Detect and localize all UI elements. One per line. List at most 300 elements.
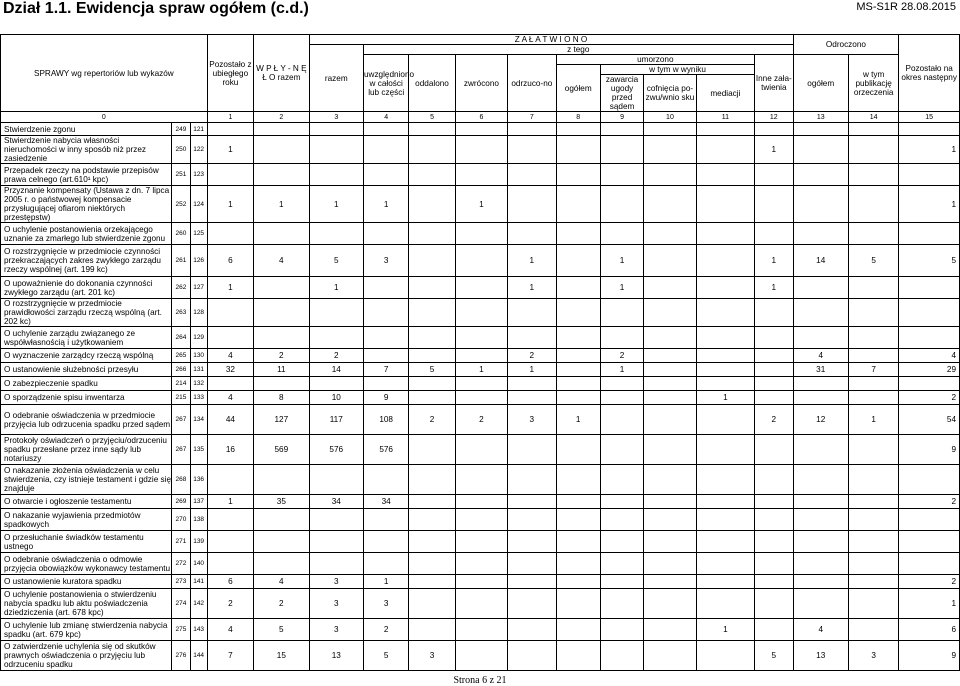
value-cell	[600, 575, 643, 589]
value-cell: 3	[409, 641, 455, 671]
position-number: 136	[190, 465, 207, 495]
repertory-number: 272	[172, 553, 190, 575]
value-cell	[207, 164, 253, 186]
value-cell	[363, 349, 408, 363]
column-number: 15	[899, 112, 960, 123]
position-number: 139	[190, 531, 207, 553]
row-label: O rozstrzygnięcie w przedmiocie czynności przekraczających zakres zwykłego zarządu rzeczy wspólnej (art. 199 kc)	[1, 245, 172, 277]
table-row	[1, 123, 960, 136]
value-cell: 5	[363, 641, 408, 671]
value-cell	[508, 589, 556, 619]
value-cell: 1	[455, 363, 507, 377]
value-cell	[508, 377, 556, 391]
value-cell	[455, 465, 507, 495]
repertory-number: 267	[172, 435, 190, 465]
value-cell: 117	[309, 405, 363, 435]
value-cell	[600, 164, 643, 186]
value-cell	[848, 575, 898, 589]
value-cell: 6	[207, 245, 253, 277]
value-cell	[696, 123, 754, 136]
value-cell	[508, 553, 556, 575]
value-cell	[363, 531, 408, 553]
value-cell	[848, 619, 898, 641]
row-label: Przepadek rzeczy na podstawie przepisów prawa celnego (art.610¹ kpc)	[1, 164, 172, 186]
value-cell	[207, 123, 253, 136]
value-cell	[508, 299, 556, 327]
value-cell: 4	[254, 245, 309, 277]
value-cell	[696, 327, 754, 349]
value-cell	[455, 553, 507, 575]
value-cell	[644, 123, 696, 136]
value-cell	[600, 136, 643, 164]
value-cell	[644, 245, 696, 277]
value-cell	[644, 495, 696, 509]
form-code: MS-S1R 28.08.2015	[856, 1, 956, 13]
value-cell	[755, 327, 793, 349]
value-cell	[848, 299, 898, 327]
value-cell	[556, 619, 600, 641]
value-cell: 3	[363, 245, 408, 277]
value-cell: 4	[207, 391, 253, 405]
value-cell	[644, 327, 696, 349]
value-cell	[363, 164, 408, 186]
row-label: O wyznaczenie zarządcy rzeczą wspólną	[1, 349, 172, 363]
value-cell: 3	[363, 589, 408, 619]
column-number: 8	[556, 112, 600, 123]
value-cell: 1	[755, 245, 793, 277]
value-cell: 2	[309, 349, 363, 363]
table-row	[1, 164, 960, 186]
column-number: 4	[363, 112, 408, 123]
value-cell	[600, 327, 643, 349]
value-cell	[556, 327, 600, 349]
value-cell: 1	[696, 619, 754, 641]
position-number: 142	[190, 589, 207, 619]
value-cell	[899, 277, 960, 299]
value-cell: 5	[254, 619, 309, 641]
value-cell	[207, 223, 253, 245]
repertory-number: 275	[172, 619, 190, 641]
column-number: 2	[254, 112, 309, 123]
value-cell: 1	[309, 277, 363, 299]
value-cell	[556, 363, 600, 377]
header-sprawy: SPRAWY wg repertoriów lub wykazów	[1, 35, 208, 112]
value-cell	[644, 363, 696, 377]
repertory-number: 262	[172, 277, 190, 299]
value-cell	[508, 531, 556, 553]
value-cell	[644, 377, 696, 391]
header-odr-ogolem: ogółem	[793, 55, 848, 112]
value-cell	[848, 164, 898, 186]
value-cell	[508, 465, 556, 495]
row-label: Protokoły oświadczeń o przyjęciu/odrzuceniu spadku przesłane przez inne sądy lub notariuszy	[1, 435, 172, 465]
repertory-number: 249	[172, 123, 190, 136]
value-cell	[207, 553, 253, 575]
value-cell: 4	[207, 349, 253, 363]
repertory-number: 214	[172, 377, 190, 391]
value-cell	[644, 136, 696, 164]
row-label: O nakazanie złożenia oświadczenia w celu stwierdzenia, czy istnieje testament i gdzie się znajduje	[1, 465, 172, 495]
value-cell	[556, 435, 600, 465]
value-cell	[363, 277, 408, 299]
repertory-number: 270	[172, 509, 190, 531]
value-cell: 127	[254, 405, 309, 435]
value-cell	[755, 223, 793, 245]
value-cell	[409, 391, 455, 405]
value-cell: 4	[793, 619, 848, 641]
row-label: O ustanowienie kuratora spadku	[1, 575, 172, 589]
value-cell	[793, 531, 848, 553]
value-cell	[600, 619, 643, 641]
value-cell: 1	[207, 136, 253, 164]
value-cell: 1	[508, 277, 556, 299]
value-cell: 31	[793, 363, 848, 377]
value-cell	[696, 641, 754, 671]
repertory-number: 268	[172, 465, 190, 495]
value-cell	[409, 495, 455, 509]
value-cell	[309, 553, 363, 575]
table-row	[1, 575, 960, 589]
value-cell	[455, 575, 507, 589]
value-cell	[696, 245, 754, 277]
value-cell	[309, 377, 363, 391]
value-cell	[644, 531, 696, 553]
row-label: Przyznanie kompensaty (Ustawa z dn. 7 lipca 2005 r. o państwowej kompensacie przysługującej ofiarom niektórych przestępstw)	[1, 186, 172, 223]
repertory-number: 265	[172, 349, 190, 363]
value-cell	[696, 277, 754, 299]
page-footer: Strona 6 z 21	[453, 675, 507, 686]
value-cell: 5	[755, 641, 793, 671]
position-number: 143	[190, 619, 207, 641]
value-cell: 1	[508, 363, 556, 377]
header-mediacji: mediacji	[696, 75, 754, 112]
repertory-number: 261	[172, 245, 190, 277]
value-cell	[508, 136, 556, 164]
value-cell: 5	[309, 245, 363, 277]
value-cell	[207, 465, 253, 495]
value-cell	[309, 164, 363, 186]
table-row	[1, 619, 960, 641]
value-cell	[644, 405, 696, 435]
row-label: O uchylenie postanowienia o stwierdzeniu nabycia spadku lub aktu poświadczenia dziedziczenia (art. 678 kpc)	[1, 589, 172, 619]
value-cell	[793, 327, 848, 349]
row-label: O upoważnienie do dokonania czynności zwykłego zarządu (art. 201 kc)	[1, 277, 172, 299]
value-cell	[409, 377, 455, 391]
row-label: O nakazanie wyjawienia przedmiotów spadkowych	[1, 509, 172, 531]
row-label: O odebranie oświadczenia o odmowie przyjęcia obowiązków wykonawcy testamentu	[1, 553, 172, 575]
value-cell	[508, 223, 556, 245]
value-cell	[455, 531, 507, 553]
value-cell	[409, 186, 455, 223]
value-cell	[696, 589, 754, 619]
value-cell	[508, 641, 556, 671]
table-row	[1, 349, 960, 363]
value-cell	[848, 277, 898, 299]
value-cell	[793, 377, 848, 391]
value-cell	[455, 349, 507, 363]
value-cell	[848, 223, 898, 245]
value-cell: 576	[363, 435, 408, 465]
header-wplynelo: W P Ł Y - N Ę Ł O razem	[254, 35, 309, 112]
repertory-number: 215	[172, 391, 190, 405]
value-cell	[455, 495, 507, 509]
value-cell	[508, 327, 556, 349]
value-cell	[254, 164, 309, 186]
position-number: 141	[190, 575, 207, 589]
table-row	[1, 589, 960, 619]
value-cell: 12	[793, 405, 848, 435]
header-ogolem: ogółem	[556, 65, 600, 112]
value-cell	[600, 186, 643, 223]
position-number: 122	[190, 136, 207, 164]
value-cell	[556, 495, 600, 509]
value-cell: 3	[309, 575, 363, 589]
value-cell	[409, 509, 455, 531]
value-cell: 7	[363, 363, 408, 377]
row-label: O uchylenie zarządu związanego ze współwłasnością i użytkowaniem	[1, 327, 172, 349]
header-pozostalo-na: Pozostało na okres następny	[899, 35, 960, 112]
value-cell	[363, 123, 408, 136]
value-cell	[556, 123, 600, 136]
value-cell	[409, 299, 455, 327]
value-cell	[455, 619, 507, 641]
value-cell: 1	[600, 245, 643, 277]
value-cell	[793, 553, 848, 575]
value-cell: 1	[309, 186, 363, 223]
value-cell: 2	[207, 589, 253, 619]
position-number: 137	[190, 495, 207, 509]
value-cell	[363, 377, 408, 391]
value-cell	[600, 299, 643, 327]
header-w-tym-publikacje: w tym publikację orzeczenia	[848, 55, 898, 112]
table-row	[1, 245, 960, 277]
value-cell	[556, 349, 600, 363]
value-cell	[696, 553, 754, 575]
value-cell: 34	[363, 495, 408, 509]
value-cell	[309, 136, 363, 164]
header-uwzgledniono: uwzględniono w całości lub części	[363, 55, 408, 112]
value-cell	[556, 223, 600, 245]
header-odrzucono: odrzuco-no	[508, 55, 556, 112]
value-cell	[755, 164, 793, 186]
value-cell	[363, 136, 408, 164]
column-number: 9	[600, 112, 643, 123]
value-cell	[848, 465, 898, 495]
value-cell: 34	[309, 495, 363, 509]
value-cell: 32	[207, 363, 253, 377]
value-cell: 35	[254, 495, 309, 509]
value-cell	[455, 377, 507, 391]
value-cell: 54	[899, 405, 960, 435]
position-number: 132	[190, 377, 207, 391]
value-cell	[793, 123, 848, 136]
value-cell	[409, 531, 455, 553]
value-cell: 11	[254, 363, 309, 377]
value-cell	[556, 553, 600, 575]
value-cell	[696, 136, 754, 164]
header-zalatwiono: Z A Ł A T W I O N O	[309, 35, 793, 45]
value-cell: 1	[207, 277, 253, 299]
value-cell	[409, 245, 455, 277]
value-cell	[644, 299, 696, 327]
value-cell	[848, 391, 898, 405]
value-cell	[556, 641, 600, 671]
value-cell	[644, 186, 696, 223]
value-cell: 15	[254, 641, 309, 671]
repertory-number: 252	[172, 186, 190, 223]
value-cell	[254, 277, 309, 299]
value-cell	[755, 349, 793, 363]
value-cell	[755, 123, 793, 136]
value-cell	[899, 531, 960, 553]
table-row	[1, 465, 960, 495]
value-cell	[409, 136, 455, 164]
value-cell: 2	[409, 405, 455, 435]
value-cell	[455, 245, 507, 277]
value-cell	[409, 223, 455, 245]
table-row	[1, 327, 960, 349]
value-cell: 4	[254, 575, 309, 589]
value-cell	[755, 186, 793, 223]
value-cell	[600, 377, 643, 391]
value-cell	[899, 299, 960, 327]
value-cell	[455, 277, 507, 299]
value-cell	[600, 405, 643, 435]
value-cell	[309, 509, 363, 531]
column-number: 1	[207, 112, 253, 123]
value-cell	[644, 553, 696, 575]
value-cell	[755, 531, 793, 553]
row-label: O rozstrzygnięcie w przedmiocie prawidłowości zarządu rzeczą wspólną (art. 202 kc)	[1, 299, 172, 327]
value-cell: 29	[899, 363, 960, 377]
value-cell	[363, 299, 408, 327]
value-cell	[755, 299, 793, 327]
row-label: O uchylenie postanowienia orzekającego uznanie za zmarłego lub stwierdzenie zgonu	[1, 223, 172, 245]
value-cell: 1	[899, 186, 960, 223]
value-cell	[455, 299, 507, 327]
value-cell	[696, 299, 754, 327]
value-cell: 3	[309, 619, 363, 641]
value-cell	[793, 465, 848, 495]
value-cell	[556, 164, 600, 186]
value-cell: 1	[254, 186, 309, 223]
value-cell	[644, 641, 696, 671]
value-cell	[556, 186, 600, 223]
value-cell: 10	[309, 391, 363, 405]
value-cell	[848, 495, 898, 509]
value-cell	[254, 327, 309, 349]
value-cell	[848, 186, 898, 223]
position-number: 128	[190, 299, 207, 327]
value-cell	[254, 223, 309, 245]
value-cell	[848, 509, 898, 531]
value-cell: 6	[207, 575, 253, 589]
position-number: 126	[190, 245, 207, 277]
value-cell	[455, 164, 507, 186]
value-cell	[644, 349, 696, 363]
header-z-tego: z tego	[363, 45, 793, 55]
header-zwrocono: zwrócono	[455, 55, 507, 112]
row-label: O otwarcie i ogłoszenie testamentu	[1, 495, 172, 509]
column-number: 13	[793, 112, 848, 123]
value-cell	[793, 495, 848, 509]
value-cell	[409, 589, 455, 619]
position-number: 131	[190, 363, 207, 377]
value-cell: 14	[793, 245, 848, 277]
value-cell: 2	[254, 589, 309, 619]
value-cell	[644, 619, 696, 641]
value-cell	[848, 553, 898, 575]
column-number: 0	[1, 112, 208, 123]
position-number: 129	[190, 327, 207, 349]
value-cell	[600, 435, 643, 465]
value-cell: 1	[600, 277, 643, 299]
value-cell	[409, 435, 455, 465]
value-cell: 2	[899, 391, 960, 405]
value-cell: 5	[848, 245, 898, 277]
value-cell	[848, 327, 898, 349]
position-number: 144	[190, 641, 207, 671]
value-cell	[848, 531, 898, 553]
value-cell	[556, 575, 600, 589]
value-cell	[696, 531, 754, 553]
value-cell: 1	[696, 391, 754, 405]
value-cell	[455, 136, 507, 164]
column-number: 3	[309, 112, 363, 123]
value-cell	[309, 223, 363, 245]
value-cell	[755, 553, 793, 575]
value-cell: 4	[793, 349, 848, 363]
column-number: 12	[755, 112, 793, 123]
value-cell	[309, 299, 363, 327]
value-cell	[600, 223, 643, 245]
value-cell: 576	[309, 435, 363, 465]
value-cell: 1	[755, 277, 793, 299]
value-cell	[755, 619, 793, 641]
value-cell: 4	[207, 619, 253, 641]
value-cell	[455, 509, 507, 531]
value-cell	[455, 641, 507, 671]
value-cell	[254, 136, 309, 164]
table-row	[1, 363, 960, 377]
value-cell	[600, 391, 643, 405]
value-cell	[848, 349, 898, 363]
header-w-tym-w-wyniku: w tym w wyniku	[600, 65, 754, 75]
value-cell: 1	[899, 136, 960, 164]
table-row	[1, 553, 960, 575]
value-cell	[696, 377, 754, 391]
value-cell	[755, 377, 793, 391]
position-number: 123	[190, 164, 207, 186]
value-cell: 7	[848, 363, 898, 377]
value-cell	[696, 495, 754, 509]
repertory-number: 260	[172, 223, 190, 245]
value-cell	[556, 299, 600, 327]
repertory-number: 274	[172, 589, 190, 619]
section-title: Dział 1.1. Ewidencja spraw ogółem (c.d.)	[3, 0, 309, 17]
value-cell	[644, 465, 696, 495]
value-cell: 9	[899, 435, 960, 465]
value-cell: 1	[848, 405, 898, 435]
value-cell	[899, 465, 960, 495]
value-cell	[600, 123, 643, 136]
value-cell: 2	[899, 575, 960, 589]
value-cell	[899, 327, 960, 349]
value-cell	[508, 509, 556, 531]
row-label: O sporządzenie spisu inwentarza	[1, 391, 172, 405]
header-pozostalo-z: Pozostało z ubiegłego roku	[207, 35, 253, 112]
value-cell	[409, 164, 455, 186]
